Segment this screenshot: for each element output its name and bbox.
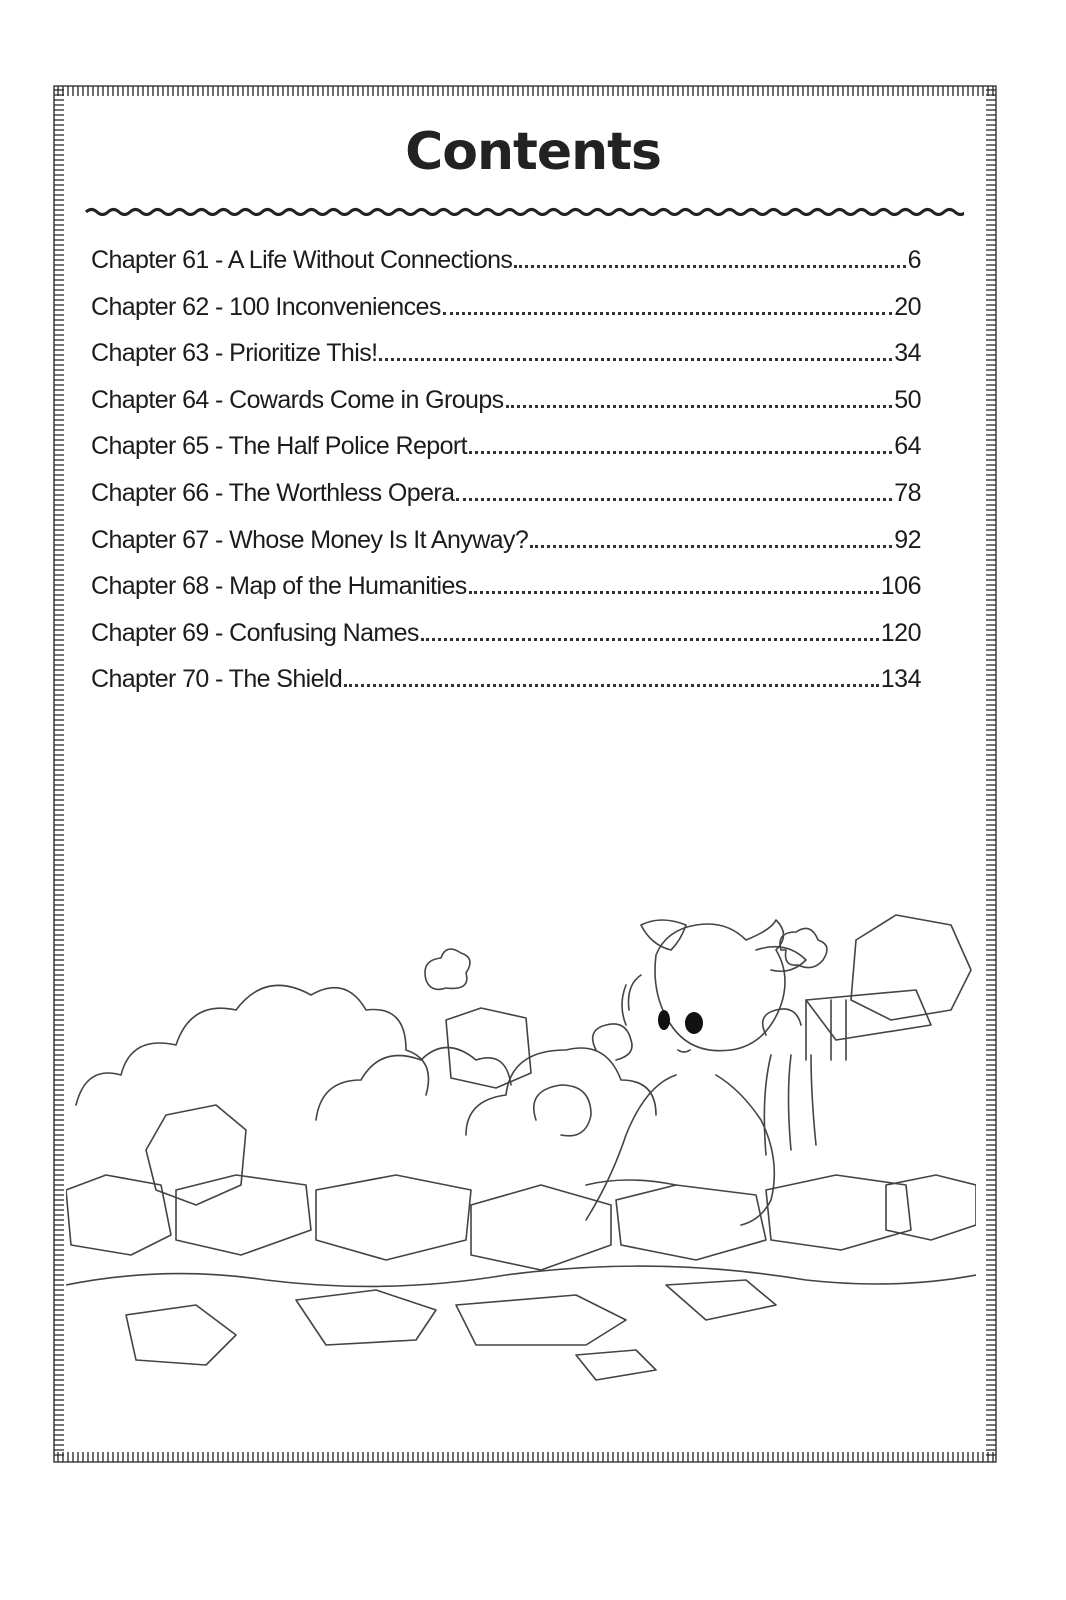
toc-page-number: 20: [894, 292, 921, 321]
toc-chapter-number: Chapter 65: [91, 432, 209, 461]
toc-entry: [91, 246, 921, 293]
dot-leader: [443, 312, 892, 315]
toc-entry: [91, 339, 921, 386]
toc-chapter-title: Confusing Names: [229, 618, 419, 647]
toc-chapter-title: The Worthless Opera: [228, 478, 455, 507]
toc-chapter-number: Chapter 67: [91, 525, 209, 554]
page-title: Contents: [405, 122, 661, 182]
toc-separator: -: [208, 432, 229, 461]
toc-chapter-title: Map of the Humanities: [229, 572, 467, 601]
toc-chapter-title: Prioritize This!: [229, 339, 378, 368]
toc-entry-label: [91, 246, 512, 275]
toc-chapter-number: Chapter 66: [91, 478, 209, 507]
toc-page-number: 34: [894, 339, 921, 368]
toc-entry-label: [91, 665, 342, 694]
toc-separator: -: [208, 618, 230, 647]
dot-leader: [421, 638, 879, 641]
toc-entry-label: [91, 479, 454, 508]
toc-chapter-title: Whose Money Is It Anyway?: [229, 525, 529, 554]
toc-entry: [91, 479, 921, 526]
toc-chapter-title: 100 Inconveniences: [229, 292, 441, 321]
dot-leader: [469, 451, 892, 454]
toc-page-number: 134: [880, 665, 921, 694]
table-of-contents: [91, 246, 921, 712]
toc-chapter-title: The Shield: [228, 665, 343, 694]
toc-entry-label: [91, 572, 467, 601]
toc-entry: [91, 619, 921, 666]
dot-leader: [456, 498, 892, 501]
toc-chapter-number: Chapter 61: [91, 246, 209, 274]
toc-separator: -: [208, 572, 230, 601]
toc-chapter-number: Chapter 64: [91, 385, 209, 414]
wavy-divider: [84, 202, 964, 222]
toc-entry-label: [91, 386, 504, 415]
toc-separator: -: [208, 525, 230, 554]
toc-entry: [91, 293, 921, 340]
toc-entry-label: [91, 293, 441, 322]
toc-chapter-number: Chapter 69: [91, 618, 209, 647]
dot-leader: [344, 684, 879, 687]
dot-leader: [379, 358, 892, 361]
toc-chapter-number: Chapter 63: [91, 339, 209, 368]
toc-chapter-title: Cowards Come in Groups: [229, 385, 504, 414]
toc-chapter-title: The Half Police Report: [228, 432, 467, 461]
toc-page-number: 6: [907, 246, 921, 274]
toc-entry-label: [91, 339, 377, 368]
toc-entry: [91, 665, 921, 712]
toc-separator: -: [208, 292, 230, 321]
toc-page-number: 106: [880, 572, 921, 601]
toc-page-number: 64: [894, 432, 921, 461]
toc-page-number: 50: [894, 385, 921, 414]
toc-page-number: 78: [894, 478, 921, 507]
toc-separator: -: [208, 665, 229, 694]
dot-leader: [506, 405, 893, 408]
toc-entry-label: [91, 526, 528, 555]
toc-separator: -: [208, 478, 229, 507]
toc-chapter-title: A Life Without Connections: [227, 246, 513, 274]
toc-entry-label: [91, 432, 467, 461]
toc-entry: [91, 386, 921, 433]
toc-chapter-number: Chapter 68: [91, 572, 209, 601]
toc-entry-label: [91, 619, 419, 648]
toc-page-number: 120: [880, 618, 921, 647]
toc-separator: -: [208, 385, 230, 414]
toc-entry: [91, 526, 921, 573]
dot-leader: [530, 545, 892, 548]
dot-leader: [469, 591, 879, 594]
toc-chapter-number: Chapter 62: [91, 292, 209, 321]
toc-entry: [91, 572, 921, 619]
hot-spring-illustration-icon: [66, 905, 976, 1385]
toc-page-number: 92: [894, 525, 921, 554]
dot-leader: [514, 265, 905, 268]
toc-chapter-number: Chapter 70: [91, 665, 209, 694]
toc-separator: -: [208, 246, 228, 274]
toc-separator: -: [208, 339, 230, 368]
toc-entry: [91, 432, 921, 479]
